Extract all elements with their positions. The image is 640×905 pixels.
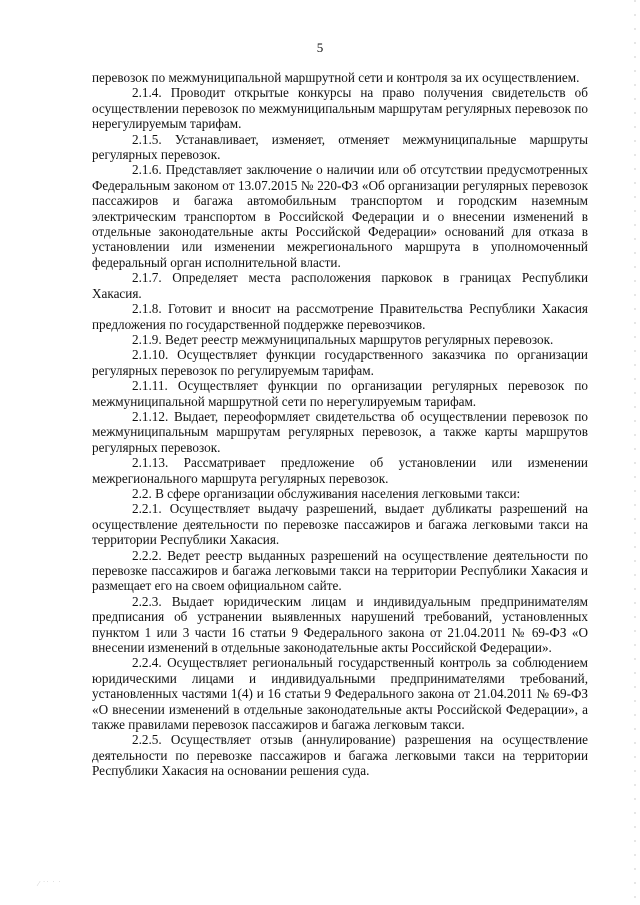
- paragraph: 2.1.5. Устанавливает, изменяет, отменяет межмуниципальные маршруты регулярных перевозок.: [92, 131, 588, 163]
- scan-edge-noise: [634, 0, 636, 905]
- scan-artifact: ⁄ ˙˙ ˙ ˙: [38, 880, 62, 888]
- paragraph: 2.1.11. Осуществляет функции по организации регулярных перевозок по межмуниципальной маршрутной сети по нерегулируемым тарифам.: [92, 378, 588, 409]
- paragraph: 2.2.3. Выдает юридическим лицам и индивидуальным предпринимателям предписания об устранении выявленных нарушений требований, установленных пунктом 1 или 3 части 16 статьи 9 Федерального закона от 21.04.2011 № 69-ФЗ «О внесении изменений в отдельные законодательные акты Российской Федерации».: [92, 593, 588, 656]
- paragraph: 2.2.5. Осуществляет отзыв (аннулирование) разрешения на осуществление деятельности по перевозке пассажиров и багажа легковыми такси на территории Республики Хакасия на основании решения суда.: [92, 732, 588, 779]
- paragraph: 2.1.9. Ведет реестр межмуниципальных маршрутов регулярных перевозок.: [132, 331, 554, 347]
- paragraph: 2.1.13. Рассматривает предложение об установлении или изменении межрегионального маршрута регулярных перевозок.: [92, 455, 588, 486]
- paragraph: 2.2.2. Ведет реестр выданных разрешений на осуществление деятельности по перевозке пассажиров и багажа легковыми такси на территории Республики Хакасия и размещает его на своем официальном сайте.: [92, 547, 588, 594]
- paragraph: 2.1.12. Выдает, переоформляет свидетельства об осуществлении перевозок по межмуниципальным маршрутам регулярных перевозок, а также карты маршрутов регулярных перевозок.: [92, 408, 588, 455]
- paragraph: 2.2. В сфере организации обслуживания населения легковыми такси:: [132, 485, 521, 501]
- document-body: [92, 70, 588, 779]
- paragraph: 2.1.7. Определяет места расположения парковок в границах Республики Хакасия.: [92, 270, 588, 301]
- page-number: 5: [316, 40, 324, 55]
- paragraph: 2.2.1. Осуществляет выдачу разрешений, выдает дубликаты разрешений на осуществление деятельности по перевозке пассажиров и багажа легковыми такси на территории Республики Хакасия.: [92, 501, 588, 548]
- paragraph: 2.1.4. Проводит открытые конкурсы на право получения свидетельств об осуществлении перевозок по межмуниципальным маршрутам регулярных перевозок по нерегулируемым тарифам.: [92, 85, 588, 132]
- paragraph: перевозок по межмуниципальной маршрутной сети и контроля за их осуществлением.: [92, 70, 580, 85]
- paragraph: 2.2.4. Осуществляет региональный государственный контроль за соблюдением юридическими лицами и индивидуальными предпринимателями требований, установленных частями 1(4) и 16 статьи 9 Федерального закона от 21.04.2011 № 69-ФЗ «О внесении изменений в отдельные законодательные акты Российской Федерации», а также правилами перевозок пассажиров и багажа легковым такси.: [92, 655, 588, 733]
- paragraph: 2.1.6. Представляет заключение о наличии или об отсутствии предусмотренных Федеральным законом от 13.07.2015 № 220-ФЗ «Об организации регулярных перевозок пассажиров и багажа автомобильным транспортом и городским наземным электрическим транспортом в Российской Федерации и о внесении изменений в отдельные законодательные акты Российской Федерации» оснований для отказа в установлении или изменении межрегионального маршрута в уполномоченный федеральный орган исполнительной власти.: [92, 162, 588, 270]
- paragraph: 2.1.8. Готовит и вносит на рассмотрение Правительства Республики Хакасия предложения по государственной поддержке перевозчиков.: [92, 301, 588, 332]
- paragraph: 2.1.10. Осуществляет функции государственного заказчика по организации регулярных перевозок по регулируемым тарифам.: [92, 347, 588, 378]
